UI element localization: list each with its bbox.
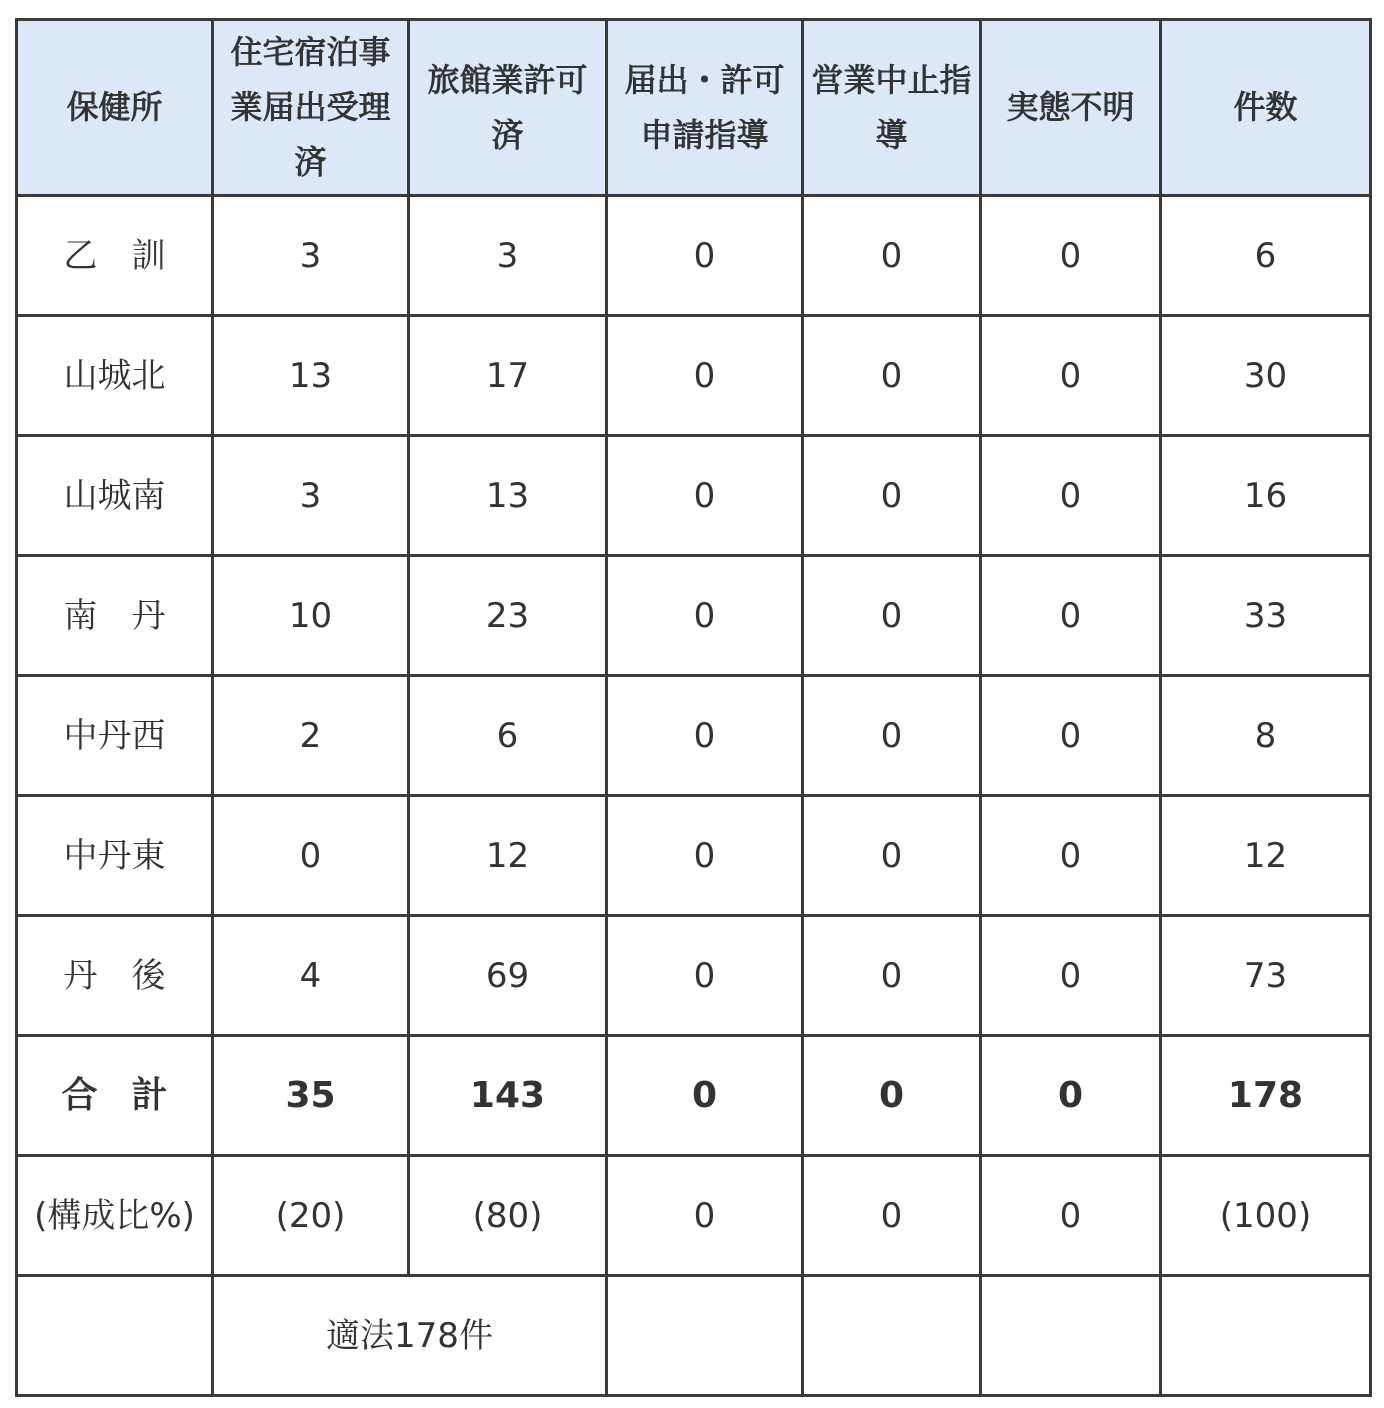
ratio-guidance: 0 <box>607 1156 803 1276</box>
cell-ryokan: 13 <box>409 436 607 556</box>
header-minpaku-accepted: 住宅宿泊事業届出受理済 <box>213 20 409 196</box>
row-label: 南丹 <box>17 556 213 676</box>
cell-count: 6 <box>1161 196 1371 316</box>
total-row <box>17 1036 1371 1156</box>
cell-unknown: 0 <box>981 796 1161 916</box>
header-unknown-status: 実態不明 <box>981 20 1161 196</box>
footer-empty-cell <box>607 1276 803 1396</box>
cell-suspension: 0 <box>803 916 981 1036</box>
cell-count: 12 <box>1161 796 1371 916</box>
ratio-minpaku: (20) <box>213 1156 409 1276</box>
total-ryokan: 143 <box>409 1036 607 1156</box>
row-label: 山城南 <box>17 436 213 556</box>
cell-count: 8 <box>1161 676 1371 796</box>
cell-guidance: 0 <box>607 676 803 796</box>
cell-unknown: 0 <box>981 916 1161 1036</box>
cell-suspension: 0 <box>803 316 981 436</box>
row-label: 乙訓 <box>17 196 213 316</box>
header-row <box>17 20 1371 196</box>
total-unknown: 0 <box>981 1036 1161 1156</box>
cell-count: 33 <box>1161 556 1371 676</box>
ratio-ryokan: (80) <box>409 1156 607 1276</box>
cell-suspension: 0 <box>803 676 981 796</box>
cell-minpaku: 3 <box>213 436 409 556</box>
footer-empty-cell <box>803 1276 981 1396</box>
cell-minpaku: 0 <box>213 796 409 916</box>
cell-unknown: 0 <box>981 196 1161 316</box>
cell-ryokan: 3 <box>409 196 607 316</box>
table-row <box>17 916 1371 1036</box>
cell-suspension: 0 <box>803 556 981 676</box>
cell-suspension: 0 <box>803 436 981 556</box>
footer-empty-cell <box>981 1276 1161 1396</box>
cell-suspension: 0 <box>803 796 981 916</box>
total-count: 178 <box>1161 1036 1371 1156</box>
total-minpaku: 35 <box>213 1036 409 1156</box>
header-ryokan-licensed: 旅館業許可済 <box>409 20 607 196</box>
cell-suspension: 0 <box>803 196 981 316</box>
cell-guidance: 0 <box>607 796 803 916</box>
table-row <box>17 436 1371 556</box>
header-application-guidance: 届出・許可申請指導 <box>607 20 803 196</box>
cell-ryokan: 23 <box>409 556 607 676</box>
cell-minpaku: 2 <box>213 676 409 796</box>
cell-count: 16 <box>1161 436 1371 556</box>
ratio-unknown: 0 <box>981 1156 1161 1276</box>
ratio-count: (100) <box>1161 1156 1371 1276</box>
cell-unknown: 0 <box>981 676 1161 796</box>
header-health-center: 保健所 <box>17 20 213 196</box>
cell-guidance: 0 <box>607 316 803 436</box>
header-count: 件数 <box>1161 20 1371 196</box>
footer-empty-label <box>17 1276 213 1396</box>
ratio-suspension: 0 <box>803 1156 981 1276</box>
cell-ryokan: 17 <box>409 316 607 436</box>
cell-guidance: 0 <box>607 916 803 1036</box>
lawful-total-note: 適法178件 <box>213 1276 607 1396</box>
row-label: 山城北 <box>17 316 213 436</box>
cell-unknown: 0 <box>981 436 1161 556</box>
cell-minpaku: 10 <box>213 556 409 676</box>
footer-row <box>17 1276 1371 1396</box>
row-label: 中丹西 <box>17 676 213 796</box>
ratio-label: (構成比%) <box>17 1156 213 1276</box>
table-row <box>17 796 1371 916</box>
table-row <box>17 556 1371 676</box>
footer-empty-cell <box>1161 1276 1371 1396</box>
cell-count: 73 <box>1161 916 1371 1036</box>
table-row <box>17 196 1371 316</box>
cell-count: 30 <box>1161 316 1371 436</box>
cell-guidance: 0 <box>607 556 803 676</box>
row-label: 丹後 <box>17 916 213 1036</box>
cell-minpaku: 13 <box>213 316 409 436</box>
cell-unknown: 0 <box>981 316 1161 436</box>
cell-ryokan: 6 <box>409 676 607 796</box>
cell-guidance: 0 <box>607 436 803 556</box>
table-container <box>15 18 1372 1397</box>
table-row <box>17 316 1371 436</box>
cell-ryokan: 69 <box>409 916 607 1036</box>
cell-minpaku: 4 <box>213 916 409 1036</box>
table-row <box>17 676 1371 796</box>
total-label: 合計 <box>17 1036 213 1156</box>
total-suspension: 0 <box>803 1036 981 1156</box>
total-guidance: 0 <box>607 1036 803 1156</box>
cell-minpaku: 3 <box>213 196 409 316</box>
inspection-results-table <box>15 18 1372 1397</box>
cell-unknown: 0 <box>981 556 1161 676</box>
ratio-row <box>17 1156 1371 1276</box>
cell-ryokan: 12 <box>409 796 607 916</box>
row-label: 中丹東 <box>17 796 213 916</box>
cell-guidance: 0 <box>607 196 803 316</box>
header-suspension-guidance: 営業中止指導 <box>803 20 981 196</box>
